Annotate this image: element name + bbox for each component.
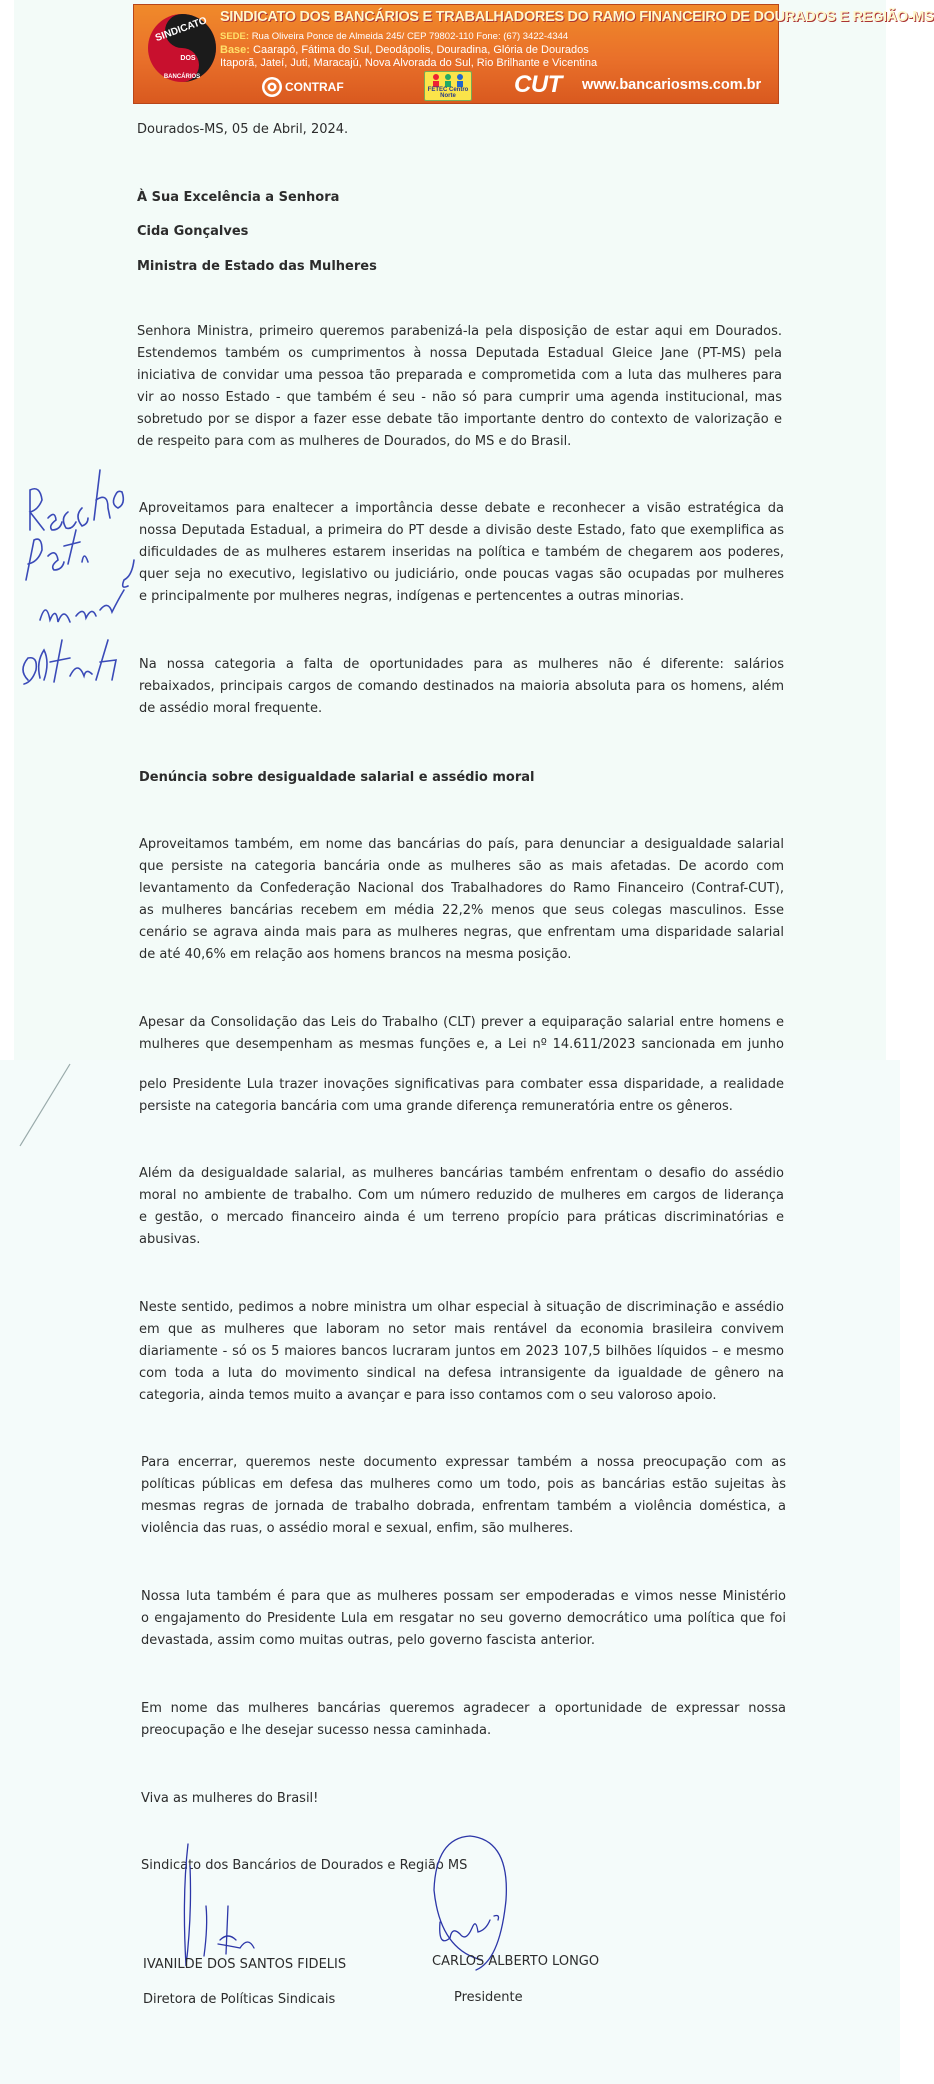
paragraph-line: Neste sentido, pedimos a nobre ministra um olhar especial à situação de discriminação e assédio (139, 1300, 784, 1315)
paragraph-line: abusivas. (139, 1232, 201, 1247)
handwritten-received-note (0, 430, 150, 730)
scan-crease-mark (16, 1062, 76, 1152)
paragraph-line: Para encerrar, queremos neste documento expressar também a nossa preocupação com as (141, 1455, 786, 1470)
letterhead-address: SEDE: Rua Oliveira Ponce de Almeida 245/ CEP 79802-110 Fone: (67) 3422-4344 (220, 31, 569, 42)
paragraph-line: persiste na categoria bancária com uma grande diferença remuneratória entre os gêneros. (139, 1099, 733, 1114)
letterhead-base-cities: Base: Caarapó, Fátima do Sul, Deodápolis, Douradina, Glória de Dourados Itaporã, Jateí, Juti, Maracajú, Nova Alvorada do Sul, Rio Brilhante e Vicentina (220, 44, 598, 69)
fetec-people-icon (425, 72, 471, 88)
section-heading: Denúncia sobre desigualdade salarial e assédio moral (139, 770, 535, 785)
paragraph-line: de respeito para com as mulheres de Dourados, do MS e do Brasil. (137, 434, 572, 449)
paragraph-line: iniciativa de convidar uma pessoa tão preparada e comprometida com a luta das mulheres para (137, 368, 782, 383)
paragraph-line: políticas públicas em defesa das mulheres como um todo, pois as bancárias estão sujeitas às (141, 1477, 786, 1492)
paragraph-line: dificuldades de as mulheres estarem inseridas na política e também de chegarem aos poderes, (139, 545, 784, 560)
paragraph-line: que persiste na categoria bancária onde as mulheres são as mais afetadas. De acordo com (139, 859, 784, 874)
paragraph-line: de assédio moral frequente. (139, 701, 323, 716)
paragraph-line: vir ao nosso Estado - que também é seu - não só para cumprir uma agenda institucional, mas (137, 390, 782, 405)
paragraph-line: preocupação e lhe desejar sucesso nessa caminhada. (141, 1723, 492, 1738)
paragraph-line: as mulheres bancárias recebem em média 22,2% menos que seus colegas masculinos. Esse (139, 903, 784, 918)
paragraph-line: mesmas regras de jornada de trabalho dobrada, enfrentam também a violência doméstica, a (141, 1499, 786, 1514)
paragraph-line: Na nossa categoria a falta de oportunidades para as mulheres não é diferente: salários (139, 657, 784, 672)
recipient-name: Cida Gonçalves (137, 224, 249, 239)
fetec-logo: FETEC Centro Norte (424, 71, 472, 101)
letterhead-title: SINDICATO DOS BANCÁRIOS E TRABALHADORES DO RAMO FINANCEIRO DE DOURADOS E REGIÃO-MS (220, 9, 934, 25)
paragraph-line: moral no ambiente de trabalho. Com um número reduzido de mulheres em cargos de liderança (139, 1188, 784, 1203)
closing-line: Viva as mulheres do Brasil! (141, 1791, 319, 1806)
paragraph-line: rebaixados, principais cargos de comando destinados na maioria absoluta para os homens, além (139, 679, 784, 694)
letter-date: Dourados-MS, 05 de Abril, 2024. (137, 122, 349, 137)
paragraph-line: diariamente - só os 5 maiores bancos lucraram juntos em 2023 107,5 bilhões líquidos – e mesmo (139, 1344, 784, 1359)
signatory-1-name: IVANILDE DOS SANTOS FIDELIS (143, 1957, 347, 1972)
paragraph-line: e gestão, o mercado financeiro ainda é um terreno propício para práticas discriminatórias e (139, 1210, 784, 1225)
letterhead-website: www.bancariosms.com.br (582, 77, 762, 93)
paragraph-line: de até 40,6% em relação aos homens brancos na mesma posição. (139, 947, 572, 962)
signatory-1-role: Diretora de Políticas Sindicais (143, 1992, 336, 2007)
paragraph-line: Aproveitamos também, em nome das bancárias do país, para denunciar a desigualdade salarial (139, 837, 784, 852)
organization-signature-line: Sindicato dos Bancários de Dourados e Região MS (141, 1858, 468, 1873)
paragraph-line: pelo Presidente Lula trazer inovações significativas para combater essa disparidade, a realidade (139, 1077, 784, 1092)
paragraph-line: violência das ruas, o assédio moral e sexual, enfim, são mulheres. (141, 1521, 574, 1536)
salutation-line-1: À Sua Excelência a Senhora (137, 190, 340, 205)
paragraph-line: Nossa luta também é para que as mulheres possam ser empoderadas e vimos nesse Ministério (141, 1589, 786, 1604)
paragraph-line: levantamento da Confederação Nacional dos Trabalhadores do Ramo Financeiro (Contraf-CUT), (139, 881, 784, 896)
paragraph-line: Aproveitamos para enaltecer a importância desse debate e reconhecer a visão estratégica da (139, 501, 784, 516)
paragraph-line: em que as mulheres que laboram no setor mais rentável da economia brasileira convivem (139, 1322, 784, 1337)
paragraph-line: e principalmente por mulheres negras, indígenas e pertencentes a outras minorias. (139, 589, 684, 604)
recipient-title: Ministra de Estado das Mulheres (137, 259, 377, 274)
paragraph-line: o engajamento do Presidente Lula em resgatar no seu governo democrático uma política que foi (141, 1611, 786, 1626)
paragraph-line: mulheres que desempenham as mesmas funções e, a Lei nº 14.611/2023 sancionada em junho (139, 1037, 784, 1052)
paragraph-line: Além da desigualdade salarial, as mulheres bancárias também enfrentam o desafio do assédio (139, 1166, 784, 1181)
paragraph-line: Estendemos também os cumprimentos à nossa Deputada Estadual Gleice Jane (PT-MS) pela (137, 346, 782, 361)
svg-text:SINDICATO: SINDICATO (153, 15, 209, 45)
paragraph-line: Apesar da Consolidação das Leis do Trabalho (CLT) prever a equiparação salarial entre homens e (139, 1015, 784, 1030)
cut-logo: CUT (514, 71, 562, 98)
paragraph-line: quer seja no executivo, legislativo ou judiciário, onde poucas vagas são ocupadas por mulheres (139, 567, 784, 582)
signatory-2-name: CARLOS ALBERTO LONGO (432, 1954, 600, 1969)
paragraph-line: cenário se agrava ainda mais para as mulheres negras, que enfrentam uma disparidade salarial (139, 925, 784, 940)
paragraph-line: nossa Deputada Estadual, a primeira do PT desde a divisão deste Estado, fato que exemplifica as (139, 523, 784, 538)
contraf-logo: CONTRAF (262, 75, 344, 99)
paragraph-line: categoria, ainda temos muito a avançar e para isso contamos com o seu valoroso apoio. (139, 1388, 717, 1403)
svg-text:BANCÁRIOS: BANCÁRIOS (163, 74, 201, 80)
paragraph-line: Em nome das mulheres bancárias queremos agradecer a oportunidade de expressar nossa (141, 1701, 786, 1716)
contraf-icon (262, 77, 282, 97)
paragraph-line: devastada, assim como muitas outras, pelo governo fascista anterior. (141, 1633, 595, 1648)
svg-text:DOS: DOS (180, 55, 196, 62)
union-logo-icon (138, 8, 220, 98)
paragraph-line: Senhora Ministra, primeiro queremos parabenizá-la pela disposição de estar aqui em Dourados. (137, 324, 782, 339)
paragraph-line: com toda a luta do movimento sindical na defesa intransigente da igualdade de gênero na (139, 1366, 784, 1381)
paragraph-line: sobretudo por se dispor a fazer esse debate tão importante dentro do contexto de valorização e (137, 412, 782, 427)
signatory-2-role: Presidente (454, 1990, 523, 2005)
letterhead (133, 4, 934, 104)
